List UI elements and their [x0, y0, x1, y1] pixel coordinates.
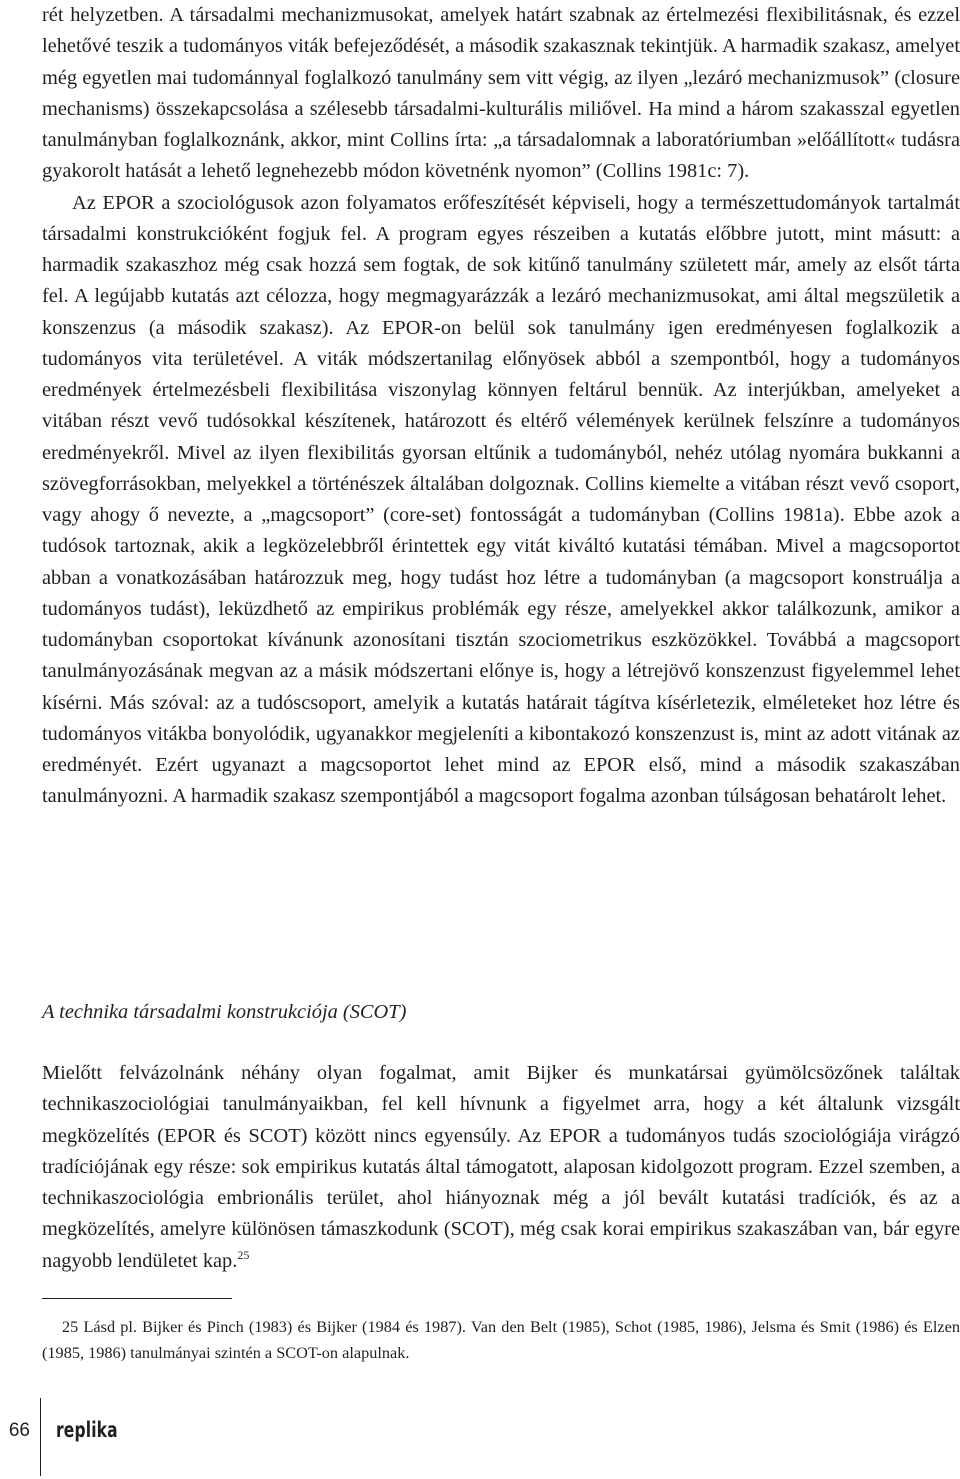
- section-text: [42, 1058, 960, 1277]
- footnote: [42, 1314, 960, 1366]
- section-heading: A technika társadalmi konstrukciója (SCOT): [42, 1001, 407, 1023]
- footnote-text: Lásd pl. Bijker és Pinch (1983) és Bijker (1984 és 1987). Van den Belt (1985), Schot (1985, 1986), Jelsma és Smit (1986) és Elzen (1985, 1986) tanulmányai szintén a SCOT-on alapulnak.: [42, 1317, 960, 1362]
- footnote-reference[interactable]: 25: [237, 1247, 250, 1262]
- paragraph-text: Mielőtt felvázolnánk néhány olyan fogalmat, amit Bijker és munkatársai gyümölcsözőnek találtak technikaszociológiai tanulmányaikban, fel kell hívnunk a figyelmet arra, hogy a két általunk vizsgált megközelítés (EPOR és SCOT) között nincs egyensúly. Az EPOR a tudományos tudás szociológiája virágzó tradíciójának egy része: sok empirikus kutatás által támogatott, alaposan kidolgozott program. Ezzel szemben, a technikaszociológia embrionális terület, ahol hiányoznak még a jól bevált kutatási tradíciók, és az a megközelítés, amelyre különösen támaszkodunk (SCOT), még csak korai empirikus szakaszában van, bár egyre nagyobb lendületet kap.: [42, 1062, 960, 1272]
- footnote-number: 25: [62, 1317, 79, 1336]
- journal-logo: replika: [56, 1418, 118, 1442]
- body-text: [42, 0, 960, 813]
- footnote-divider: [42, 1298, 232, 1299]
- page-number: 66: [8, 1420, 30, 1441]
- paragraph: rét helyzetben. A társadalmi mechanizmusokat, amelyek határt szabnak az értelmezési flexibilitásnak, és ezzel lehetővé teszik a tudományos viták befejeződését, a második szakasznak tekintjük. A harmadik szakasz, amelyet még egyetlen mai tudománnyal foglalkozó tanulmány sem vitt végig, az ilyen „lezáró mechanizmusok” (closure mechanisms) összekapcsolása a szélesebb társadalmi-kulturális miliővel. Ha mind a három szakasszal egyetlen tanulmányban foglalkoznánk, akkor, mint Collins írta: „a társadalomnak a laboratóriumban »előállított« tudásra gyakorolt hatását a lehető legnehezebb módon követnénk nyomon” (Collins 1981c: 7).: [42, 4, 960, 183]
- paragraph: [42, 1058, 960, 1277]
- paragraph: Az EPOR a szociológusok azon folyamatos erőfeszítését képviseli, hogy a természettudományok tartalmát társadalmi konstrukcióként fogjuk fel. A program egyes részeiben a kutatás előbbre jutott, mint másutt: a harmadik szakaszhoz még csak hozzá sem fogtak, de sok kitűnő tanulmány született már, amely az elsőt tárta fel. A legújabb kutatás azt célozza, hogy megmagyarázzák a lezáró mechanizmusokat, ami által megszületik a konszenzus (a második szakasz). Az EPOR-on belül sok tanulmány igen eredményesen foglalkozik a tudományos vita területével. A viták módszertanilag előnyösek abból a szempontból, hogy a tudományos eredmények értelmezésbeli flexibilitása viszonylag könnyen feltárul bennük. Az interjúkban, amelyeket a vitában részt vevő tudósokkal készítenek, határozott és eltérő vélemények kerülnek felszínre a tudományos eredményekről. Mivel az ilyen flexibilitás gyorsan eltűnik a tudományból, nehéz utólag nyomára bukkanni a szövegforrásokban, melyekkel a történészek általában dolgoznak. Collins kiemelte a vitában részt vevő csoport, vagy ahogy ő nevezte, a „magcsoport” (core-set) fontosságát a tudományban (Collins 1981a). Ebbe azok a tudósok tartoznak, akik a legközelebbről érintettek egy vitát kiváltó kutatási témában. Mivel a magcsoportot abban a vonatkozásában határozzuk meg, hogy tudást hoz létre a tudományban (a magcsoport konstruálja a tudományos tudást), leküzdhető az empirikus problémák egy része, amelyekkel akkor találkozunk, amikor a tudományban csoportokat kívánunk azonosítani tisztán szociometrikus eszközökkel. Továbbá a magcsoport tanulmányozásának megvan az a másik módszertani előnye is, hogy a létrejövő konszenzust figyelemmel lehet kísérni. Más szóval: az a tudóscsoport, amelyik a kutatás határait tágítva kísérletezik, elméleteket hoz létre és tudományos vitákba bonyolódik, ugyanakkor megjeleníti a kibontakozó konszenzust is, mint az adott vitának az eredményét. Ezért ugyanazt a magcsoportot lehet mind az EPOR első, mind a második szakaszában tanulmányozni. A harmadik szakasz szempontjából a magcsoport fogalma azonban túlságosan behatárolt lehet.: [42, 191, 960, 808]
- footer-divider: [40, 1398, 41, 1476]
